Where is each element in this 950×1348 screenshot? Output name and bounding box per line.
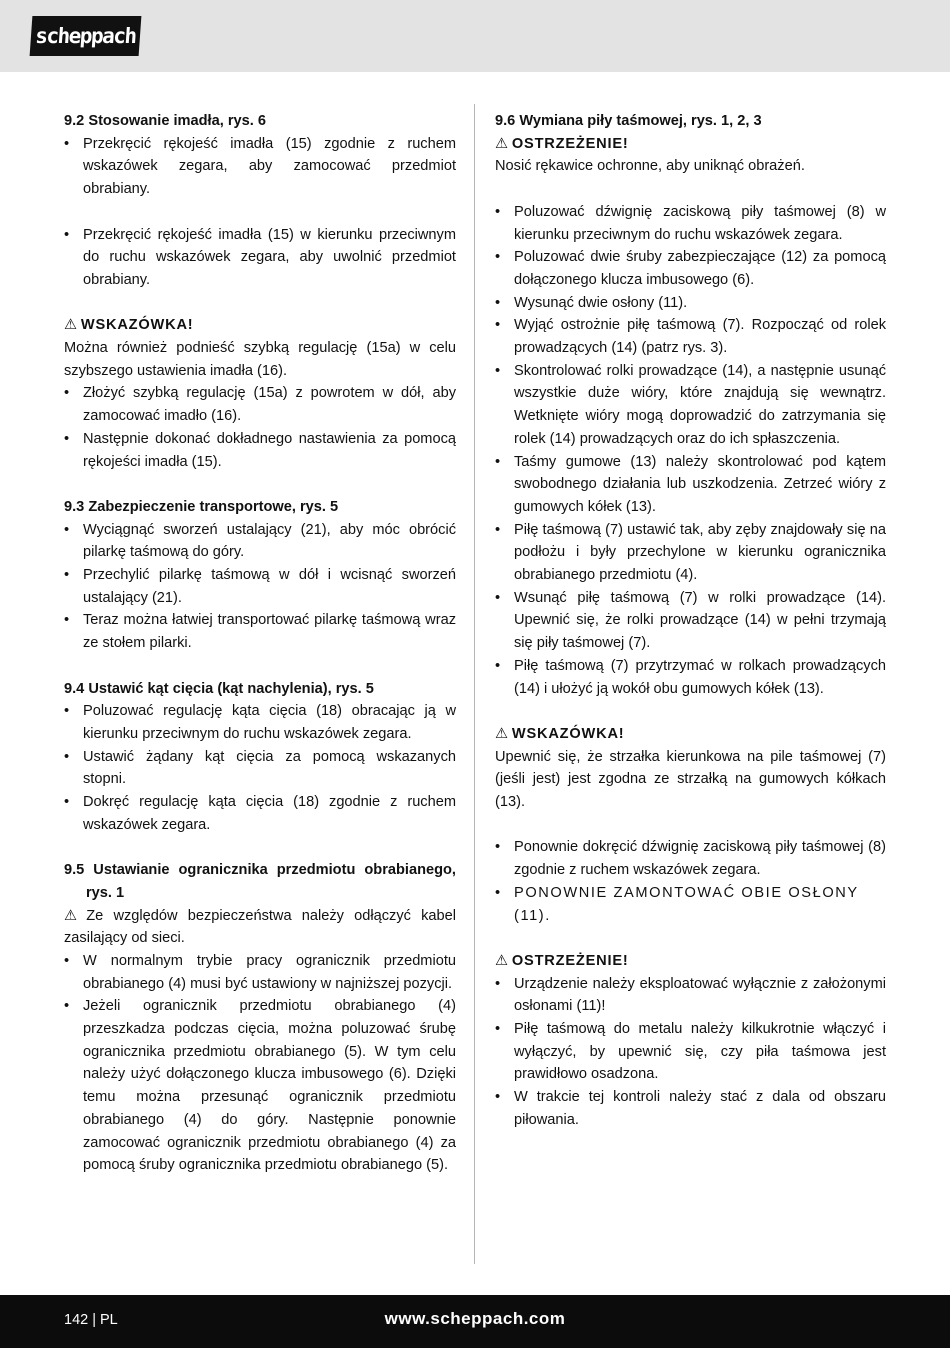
- list-item: • Ponownie dokręcić dźwignię zaciskową piły taśmowej (8) zgodnie z ruchem wskazówek zegara.: [495, 836, 886, 881]
- list-item: • Wyjąć ostrożnie piłę taśmową (7). Rozpocząć od rolek prowadzących (14) (patrz rys. 3).: [495, 314, 886, 359]
- list-item: • Skontrolować rolki prowadzące (14), a następnie usunąć wszystkie duże wióry, które znajdują się wewnątrz. Wetknięte wióry mogą doprowadzić do zatrzymania się rolek (14) prowadzących oraz do ich spłaszczenia.: [495, 360, 886, 451]
- warning-text: Nosić rękawice ochronne, aby uniknąć obrażeń.: [495, 158, 805, 175]
- note-text: Upewnić się, że strzałka kierunkowa na pile taśmowej (7) (jeśli jest) jest zgodna ze strzałką na gumowych kółkach (13).: [495, 748, 886, 811]
- reassembly-list: [495, 836, 886, 927]
- list-item: • Następnie dokonać dokładnego nastawienia za pomocą rękojeści imadła (15).: [64, 428, 456, 473]
- list-item: • Teraz można łatwiej transportować pilarkę taśmową wraz ze stołem pilarki.: [64, 609, 456, 654]
- list-item: • Taśmy gumowe (13) należy skontrolować pod kątem swobodnego działania lub uszkodzenia. Zetrzeć wióry z gumowych kółek (13).: [495, 451, 886, 519]
- left-column: [64, 110, 456, 1177]
- website-link[interactable]: www.scheppach.com: [384, 1309, 566, 1328]
- warning-triangle-icon: ⚠: [64, 317, 78, 334]
- column-divider: [474, 104, 475, 1264]
- note-heading: [64, 314, 456, 337]
- list-item: • Przekręcić rękojeść imadła (15) w kierunku przeciwnym do ruchu wskazówek zegara, aby uwolnić przedmiot obrabiany.: [64, 224, 456, 292]
- list-item: • Dokręć regulację kąta cięcia (18) zgodnie z ruchem wskazówek zegara.: [64, 791, 456, 836]
- warning-triangle-icon: ⚠: [495, 952, 509, 969]
- section-9-6-list: [495, 201, 886, 700]
- right-column: [495, 110, 886, 1132]
- list-item: • Piłę taśmową do metalu należy kilkukrotnie włączyć i wyłączyć, by upewnić się, czy piła taśmowa jest prawidłowo osadzona.: [495, 1018, 886, 1086]
- section-9-4-title: 9.4 Ustawić kąt cięcia (kąt nachylenia), rys. 5: [64, 680, 374, 697]
- note-title: WSKAZÓWKA!: [80, 317, 194, 334]
- section-9-2-list: [64, 133, 456, 292]
- warning-list: [495, 973, 886, 1132]
- list-item: • Przekręcić rękojeść imadła (15) zgodnie z ruchem wskazówek zegara, aby zamocować przedmiot obrabiany.: [64, 133, 456, 201]
- warning-triangle-icon: ⚠: [495, 135, 509, 152]
- page-header: [0, 0, 950, 72]
- scheppach-logo: scheppach: [30, 16, 142, 56]
- language-code: PL: [99, 1312, 118, 1328]
- warning-title: OSTRZEŻENIE!: [511, 135, 629, 152]
- note-heading: [495, 723, 886, 746]
- list-item: • Wyciągnąć sworzeń ustalający (21), aby móc obrócić pilarkę taśmową do góry.: [64, 519, 456, 564]
- warning-heading: [495, 950, 886, 973]
- section-9-4-list: [64, 700, 456, 836]
- list-item: • W trakcie tej kontroli należy stać z dala od obszaru piłowania.: [495, 1086, 886, 1131]
- list-item: • Wysunąć dwie osłony (11).: [495, 292, 886, 315]
- list-item: • Złożyć szybką regulację (15a) z powrotem w dół, aby zamocować imadło (16).: [64, 382, 456, 427]
- list-item: • Piłę taśmową (7) ustawić tak, aby zęby znajdowały się na podłożu i były przechylone w kierunku ogranicznika obrabianego przedmiotu (4).: [495, 519, 886, 587]
- section-9-2-title: 9.2 Stosowanie imadła, rys. 6: [64, 113, 266, 129]
- section-9-5-warning: [64, 905, 456, 950]
- list-item: • Wsunąć piłę taśmową (7) w rolki prowadzące (14). Upewnić się, że rolki prowadzące (14) w pełni trzymają się piły taśmowej (7).: [495, 587, 886, 655]
- section-9-5-list: [64, 950, 456, 1177]
- note-title: WSKAZÓWKA!: [511, 725, 625, 742]
- list-item: • Jeżeli ogranicznik przedmiotu obrabianego (4) przeszkadza podczas cięcia, można poluzować śrubę ogranicznika przedmiotu obrabianego (5). W tym celu należy użyć dołączonego klucza imbusowego (6). Dzięki temu można przesunąć ogranicznik przedmiotu obrabianego (4) do góry. Następnie ponownie zamocować ogranicznik przedmiotu obrabianego (4) za pomocą śruby ogranicznika przedmiotu obrabianego (5).: [64, 995, 456, 1177]
- list-item: • Poluzować dwie śruby zabezpieczające (12) za pomocą dołączonego klucza imbusowego (6).: [495, 246, 886, 291]
- note-list: [64, 382, 456, 473]
- section-9-3-list: [64, 519, 456, 655]
- warning-title: OSTRZEŻENIE!: [511, 952, 629, 969]
- list-item: • Poluzować dźwignię zaciskową piły taśmowej (8) w kierunku przeciwnym do ruchu wskazówek zegara.: [495, 201, 886, 246]
- warning-heading: [495, 133, 886, 156]
- list-item: • Przechylić pilarkę taśmową w dół i wcisnąć sworzeń ustalający (21).: [64, 564, 456, 609]
- list-item: • PONOWNIE ZAMONTOWAĆ OBIE OSŁONY (11).: [495, 882, 886, 927]
- list-item: • Piłę taśmową (7) przytrzymać w rolkach prowadzących (14) i ułożyć ją wokół obu gumowych kółek (13).: [495, 655, 886, 700]
- list-item: • Poluzować regulację kąta cięcia (18) obracając ją w kierunku przeciwnym do ruchu wskazówek zegara.: [64, 700, 456, 745]
- section-9-6-title: 9.6 Wymiana piły taśmowej, rys. 1, 2, 3: [495, 113, 762, 129]
- section-9-5-title: 9.5 Ustawianie ogranicznika przedmiotu obrabianego, rys. 1: [64, 862, 456, 901]
- note-text: Można również podnieść szybką regulację (15a) w celu szybszego ustawienia imadła (16).: [64, 340, 456, 379]
- list-item: • Ustawić żądany kąt cięcia za pomocą wskazanych stopni.: [64, 746, 456, 791]
- list-item: • W normalnym trybie pracy ogranicznik przedmiotu obrabianego (4) musi być ustawiony w najniższej pozycji.: [64, 950, 456, 995]
- separator: |: [92, 1312, 96, 1328]
- page-number: 142: [64, 1312, 89, 1328]
- page-footer: [0, 1295, 950, 1348]
- warning-text: Ze względów bezpieczeństwa należy odłączyć kabel zasilający od sieci.: [64, 907, 457, 947]
- warning-triangle-icon: ⚠: [495, 725, 509, 742]
- section-9-3-title: 9.3 Zabezpieczenie transportowe, rys. 5: [64, 498, 339, 515]
- warning-triangle-icon: ⚠: [64, 907, 84, 924]
- list-item: • Urządzenie należy eksploatować wyłącznie z założonymi osłonami (11)!: [495, 973, 886, 1018]
